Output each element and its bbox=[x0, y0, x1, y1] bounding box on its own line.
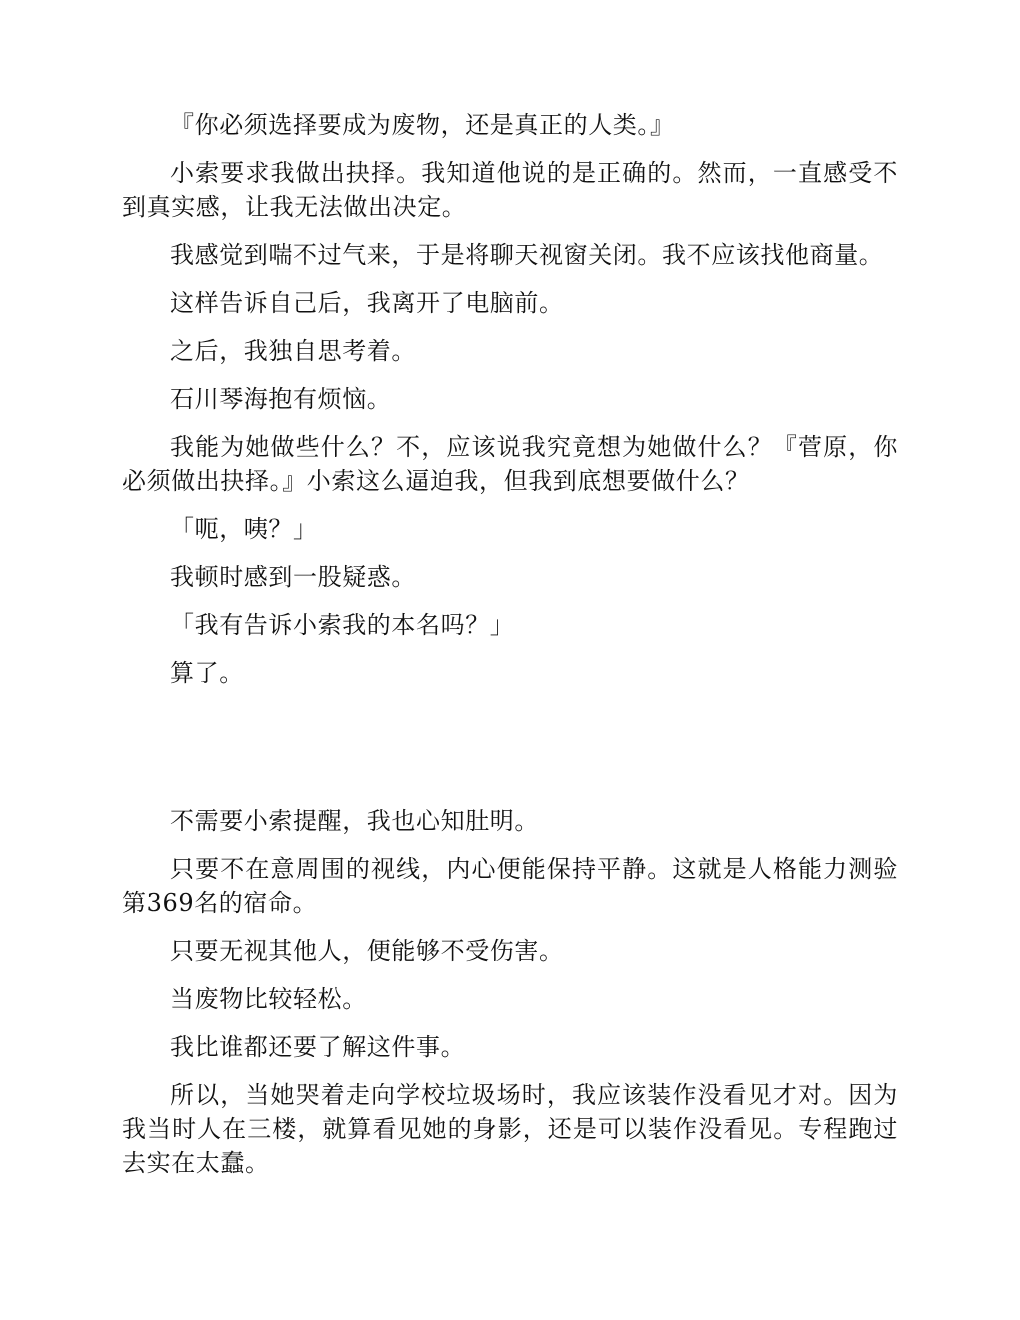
paragraph: 只要不在意周围的视线，内心便能保持平静。这就是人格能力测验第369名的宿命。 bbox=[122, 855, 898, 917]
section-1 bbox=[122, 108, 898, 690]
paragraph: 只要无视其他人，便能够不受伤害。 bbox=[170, 937, 564, 965]
paragraph: 『你必须选择要成为废物，还是真正的人类。』 bbox=[170, 111, 675, 139]
paragraph: 所以，当她哭着走向学校垃圾场时，我应该装作没看见才对。因为我当时人在三楼，就算看见她的身影，还是可以装作没看见。专程跑过去实在太蠢。 bbox=[122, 1081, 898, 1177]
section-break bbox=[122, 704, 898, 804]
paragraph: 这样告诉自己后，我离开了电脑前。 bbox=[170, 289, 564, 317]
paragraph: 石川琴海抱有烦恼。 bbox=[170, 385, 392, 413]
paragraph: 当废物比较轻松。 bbox=[170, 985, 367, 1013]
paragraph: 不需要小索提醒，我也心知肚明。 bbox=[170, 807, 539, 835]
paragraph: 我感觉到喘不过气来，于是将聊天视窗关闭。我不应该找他商量。 bbox=[170, 241, 884, 269]
paragraph: 我能为她做些什么？不，应该说我究竟想为她做什么？『菅原，你必须做出抉择。』小索这么逼迫我，但我到底想要做什么？ bbox=[122, 433, 898, 495]
section-2 bbox=[122, 804, 898, 1180]
document-page bbox=[122, 108, 898, 1194]
paragraph: 之后，我独自思考着。 bbox=[170, 337, 416, 365]
paragraph: 「我有告诉小索我的本名吗？」 bbox=[170, 611, 515, 639]
paragraph: 算了。 bbox=[170, 659, 244, 687]
paragraph: 我顿时感到一股疑惑。 bbox=[170, 563, 416, 591]
paragraph: 小索要求我做出抉择。我知道他说的是正确的。然而，一直感受不到真实感，让我无法做出决定。 bbox=[122, 159, 898, 221]
paragraph: 我比谁都还要了解这件事。 bbox=[170, 1033, 466, 1061]
paragraph: 「呃，咦？」 bbox=[170, 515, 318, 543]
